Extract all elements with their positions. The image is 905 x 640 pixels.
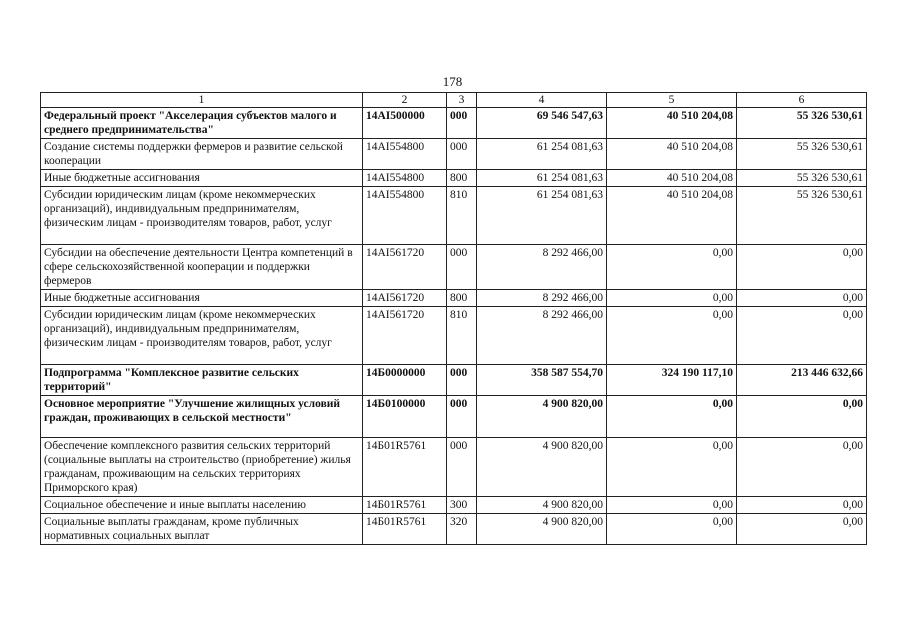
budget-table-body xyxy=(41,93,867,545)
amount-col5-cell: 0,00 xyxy=(607,307,737,365)
target-article-code-cell: 14Б0100000 xyxy=(363,396,447,438)
target-article-code-cell: 14Б01R5761 xyxy=(363,438,447,497)
row-name-cell: Субсидии на обеспечение деятельности Центра компетенций в сфере сельскохозяйственной кооперации и поддержки фермеров xyxy=(41,245,363,290)
expense-type-code-cell: 810 xyxy=(447,187,477,245)
table-row xyxy=(41,497,867,514)
amount-col6-cell: 55 326 530,61 xyxy=(737,139,867,170)
amount-col6-cell: 55 326 530,61 xyxy=(737,170,867,187)
amount-col4-cell: 8 292 466,00 xyxy=(477,307,607,365)
column-header-row xyxy=(41,93,867,108)
amount-col5-cell: 324 190 117,10 xyxy=(607,365,737,396)
row-name-cell: Иные бюджетные ассигнования xyxy=(41,290,363,307)
amount-col4-cell: 69 546 547,63 xyxy=(477,108,607,139)
target-article-code-cell: 14AI554800 xyxy=(363,187,447,245)
table-row xyxy=(41,396,867,438)
amount-col6-cell: 0,00 xyxy=(737,438,867,497)
amount-col4-cell: 61 254 081,63 xyxy=(477,187,607,245)
expense-type-code-cell: 000 xyxy=(447,396,477,438)
amount-col5-cell: 0,00 xyxy=(607,438,737,497)
target-article-code-cell: 14AI561720 xyxy=(363,290,447,307)
amount-col5-cell: 0,00 xyxy=(607,245,737,290)
table-row xyxy=(41,170,867,187)
amount-col6-cell: 0,00 xyxy=(737,514,867,545)
table-row xyxy=(41,139,867,170)
amount-col4-cell: 358 587 554,70 xyxy=(477,365,607,396)
amount-col6-cell: 0,00 xyxy=(737,307,867,365)
table-row xyxy=(41,187,867,245)
expense-type-code-cell: 000 xyxy=(447,365,477,396)
amount-col5-cell: 0,00 xyxy=(607,497,737,514)
expense-type-code-cell: 000 xyxy=(447,245,477,290)
amount-col6-cell: 0,00 xyxy=(737,290,867,307)
target-article-code-cell: 14Б01R5761 xyxy=(363,514,447,545)
target-article-code-cell: 14AI554800 xyxy=(363,139,447,170)
amount-col5-cell: 0,00 xyxy=(607,290,737,307)
amount-col5-cell: 40 510 204,08 xyxy=(607,187,737,245)
expense-type-code-cell: 320 xyxy=(447,514,477,545)
amount-col6-cell: 0,00 xyxy=(737,396,867,438)
row-name-cell: Социальные выплаты гражданам, кроме публичных нормативных социальных выплат xyxy=(41,514,363,545)
column-header: 6 xyxy=(737,93,867,108)
column-header: 3 xyxy=(447,93,477,108)
page-number: 178 xyxy=(442,74,463,89)
amount-col4-cell: 4 900 820,00 xyxy=(477,514,607,545)
amount-col6-cell: 0,00 xyxy=(737,245,867,290)
row-name-cell: Обеспечение комплексного развития сельских территорий (социальные выплаты на строительство (приобретение) жилья гражданам, проживающим на сельских территориях Приморского края) xyxy=(41,438,363,497)
amount-col6-cell: 55 326 530,61 xyxy=(737,108,867,139)
target-article-code-cell: 14Б0000000 xyxy=(363,365,447,396)
amount-col4-cell: 61 254 081,63 xyxy=(477,170,607,187)
table-row xyxy=(41,438,867,497)
amount-col5-cell: 0,00 xyxy=(607,396,737,438)
expense-type-code-cell: 000 xyxy=(447,438,477,497)
target-article-code-cell: 14AI500000 xyxy=(363,108,447,139)
budget-table xyxy=(40,92,867,545)
expense-type-code-cell: 800 xyxy=(447,290,477,307)
amount-col4-cell: 4 900 820,00 xyxy=(477,396,607,438)
expense-type-code-cell: 000 xyxy=(447,139,477,170)
amount-col6-cell: 55 326 530,61 xyxy=(737,187,867,245)
amount-col4-cell: 4 900 820,00 xyxy=(477,497,607,514)
row-name-cell: Основное мероприятие "Улучшение жилищных условий граждан, проживающих в сельской местности" xyxy=(41,396,363,438)
row-name-cell: Подпрограмма "Комплексное развитие сельских территорий" xyxy=(41,365,363,396)
table-row xyxy=(41,514,867,545)
amount-col4-cell: 8 292 466,00 xyxy=(477,290,607,307)
target-article-code-cell: 14Б01R5761 xyxy=(363,497,447,514)
row-name-cell: Создание системы поддержки фермеров и развитие сельской кооперации xyxy=(41,139,363,170)
amount-col5-cell: 40 510 204,08 xyxy=(607,139,737,170)
row-name-cell: Субсидии юридическим лицам (кроме некоммерческих организаций), индивидуальным предпринимателям, физическим лицам - производителям товаров, работ, услуг xyxy=(41,307,363,365)
table-row xyxy=(41,290,867,307)
expense-type-code-cell: 800 xyxy=(447,170,477,187)
target-article-code-cell: 14AI561720 xyxy=(363,245,447,290)
target-article-code-cell: 14AI561720 xyxy=(363,307,447,365)
amount-col4-cell: 61 254 081,63 xyxy=(477,139,607,170)
expense-type-code-cell: 000 xyxy=(447,108,477,139)
table-row xyxy=(41,365,867,396)
amount-col5-cell: 40 510 204,08 xyxy=(607,108,737,139)
column-header: 2 xyxy=(363,93,447,108)
target-article-code-cell: 14AI554800 xyxy=(363,170,447,187)
row-name-cell: Субсидии юридическим лицам (кроме некоммерческих организаций), индивидуальным предпринимателям, физическим лицам - производителям товаров, работ, услуг xyxy=(41,187,363,245)
table-row xyxy=(41,245,867,290)
amount-col4-cell: 8 292 466,00 xyxy=(477,245,607,290)
amount-col5-cell: 0,00 xyxy=(607,514,737,545)
expense-type-code-cell: 300 xyxy=(447,497,477,514)
row-name-cell: Социальное обеспечение и иные выплаты населению xyxy=(41,497,363,514)
row-name-cell: Иные бюджетные ассигнования xyxy=(41,170,363,187)
row-name-cell: Федеральный проект "Акселерация субъектов малого и среднего предпринимательства" xyxy=(41,108,363,139)
amount-col6-cell: 0,00 xyxy=(737,497,867,514)
table-row xyxy=(41,108,867,139)
expense-type-code-cell: 810 xyxy=(447,307,477,365)
amount-col4-cell: 4 900 820,00 xyxy=(477,438,607,497)
column-header: 5 xyxy=(607,93,737,108)
amount-col5-cell: 40 510 204,08 xyxy=(607,170,737,187)
column-header: 4 xyxy=(477,93,607,108)
amount-col6-cell: 213 446 632,66 xyxy=(737,365,867,396)
table-row xyxy=(41,307,867,365)
column-header: 1 xyxy=(41,93,363,108)
